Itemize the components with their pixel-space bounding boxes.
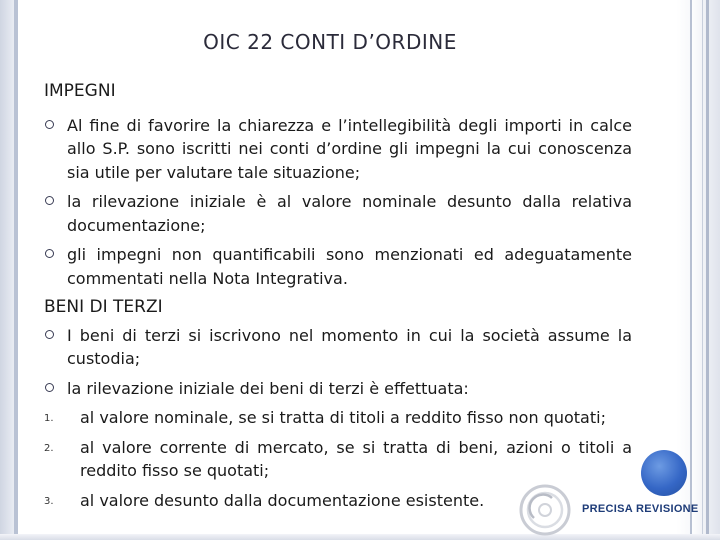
precisa-revisione-logo-text: PRECISA REVISIONE — [582, 503, 699, 515]
circle-bullet-icon — [45, 330, 54, 339]
list-item — [44, 324, 632, 371]
circle-bullet-icon — [45, 383, 54, 392]
numbered-item — [44, 436, 632, 483]
slide-content — [44, 80, 632, 518]
list-item — [44, 243, 632, 290]
precisa-swirl-logo-icon — [512, 478, 578, 538]
list-item — [44, 377, 632, 401]
slide-title: OIC 22 CONTI D’ORDINE — [203, 30, 457, 54]
list-item-text: Al fine di favorire la chiarezza e l’intellegibilità degli importi in calce allo S.P. sono iscritti nei conti d’ordine gli impegni la cui conoscenza sia utile per valutare tale situazione; — [67, 115, 632, 182]
section-heading-impegni: IMPEGNI — [44, 81, 116, 101]
circle-bullet-icon — [45, 196, 54, 205]
section-heading-beni-di-terzi: BENI DI TERZI — [44, 297, 163, 317]
list-item — [44, 190, 632, 237]
blue-circle-logo-icon — [641, 450, 687, 496]
numbered-item — [44, 406, 632, 430]
list-item — [44, 114, 632, 185]
right-border-bar — [690, 0, 720, 540]
left-border-line — [14, 0, 18, 540]
item-number: 3. — [44, 495, 54, 507]
item-number: 1. — [44, 413, 54, 424]
left-border-bar — [0, 0, 14, 540]
circle-bullet-icon — [45, 249, 54, 258]
list-item-text: la rilevazione iniziale è al valore nominale desunto dalla relativa documentazione; — [67, 192, 632, 235]
bottom-border — [0, 534, 720, 540]
circle-bullet-icon — [45, 120, 54, 129]
numbered-item-text: al valore nominale, se si tratta di titoli a reddito fisso non quotati; — [80, 408, 606, 427]
list-item-text: gli impegni non quantificabili sono menzionati ed adeguatamente commentati nella Nota Integrativa. — [67, 245, 632, 288]
right-border-line — [706, 0, 709, 540]
numbered-item-text: al valore corrente di mercato, se si tratta di beni, azioni o titoli a reddito fisso se quotati; — [80, 437, 632, 480]
right-border-line — [702, 0, 703, 540]
right-border-line — [690, 0, 692, 540]
list-item-text: I beni di terzi si iscrivono nel momento in cui la società assume la custodia; — [67, 325, 632, 368]
item-number: 2. — [44, 442, 54, 454]
list-item-text: la rilevazione iniziale dei beni di terzi è effettuata: — [67, 378, 469, 398]
numbered-item-text: al valore desunto dalla documentazione esistente. — [80, 490, 485, 510]
